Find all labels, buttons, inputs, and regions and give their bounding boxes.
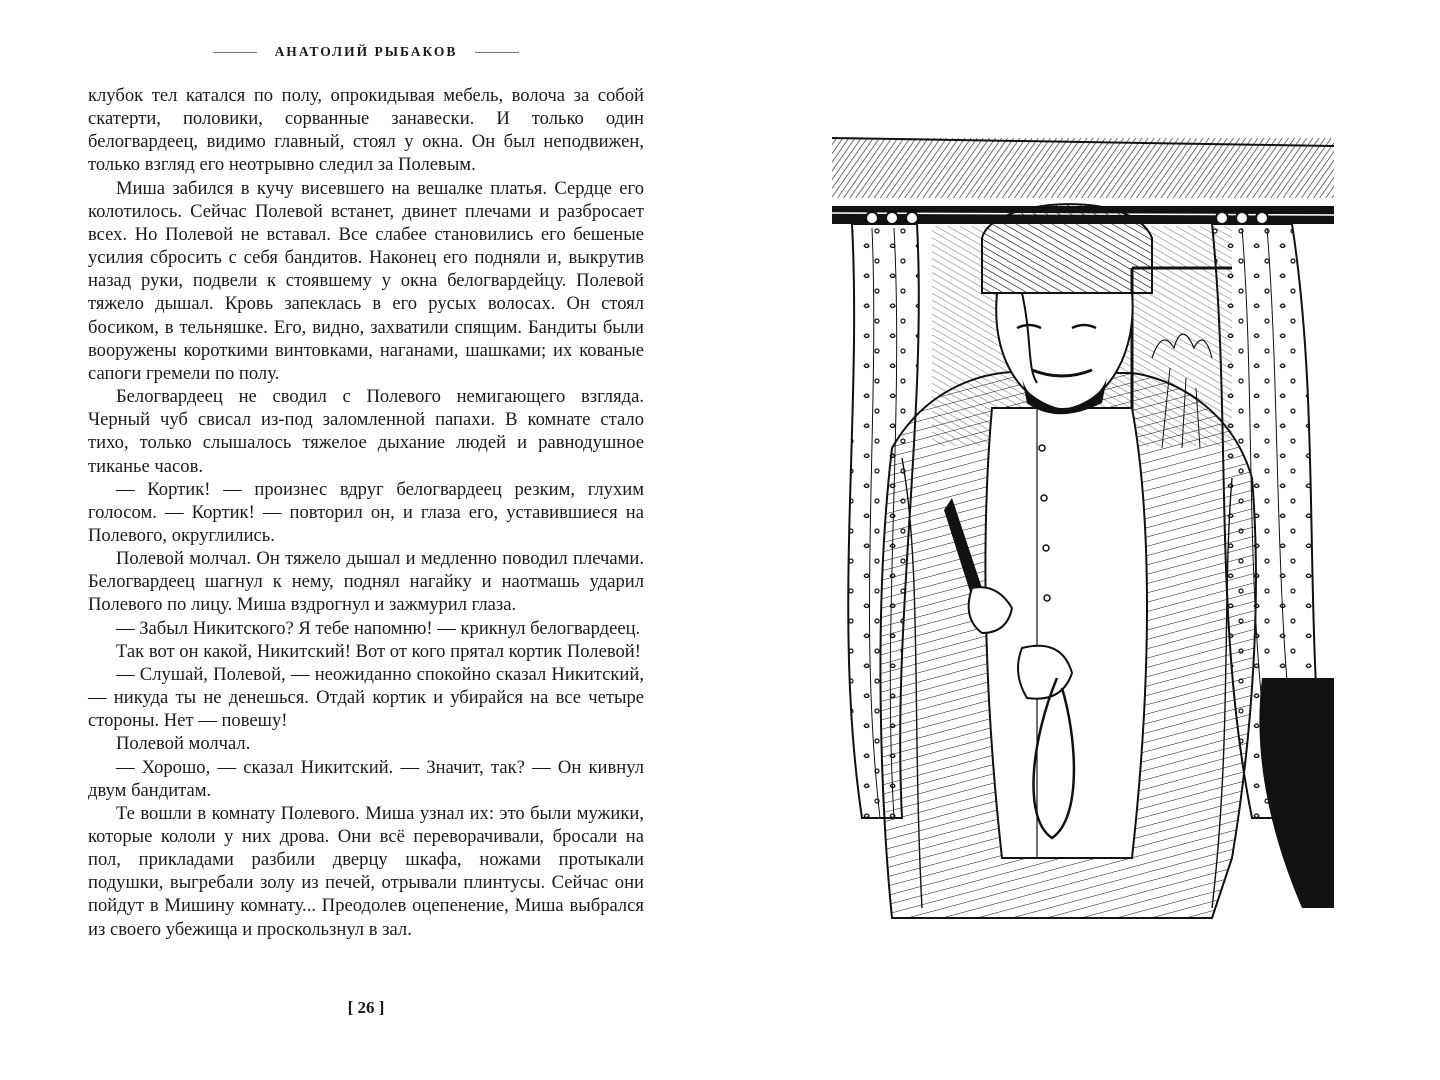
right-page [720,0,1440,1080]
paragraph: — Кортик! — произнес вдруг белогвардеец резким, глухим голосом. — Кортик! — повторил он, и глаза его, уставившиеся на Полевого, округлились. [88,478,644,546]
paragraph: Полевой молчал. [116,733,251,755]
author-name: АНАТОЛИЙ РЫБАКОВ [274,44,458,59]
paragraph: — Хорошо, — сказал Никитский. — Значит, так? — Он кивнул двум бандитам. [88,756,644,801]
header-rule-right [475,52,519,53]
figure-shirt [985,408,1147,858]
paragraph: Так вот он какой, Никитский! Вот от кого прятал кортик Полевой! [116,640,641,662]
header-rule-left [213,52,257,53]
ink-illustration [832,118,1334,928]
paragraph: — Слушай, Полевой, — неожиданно спокойно сказал Никитский, — никуда ты не денешься. Отдай кортик и убирайся на все четыре стороны. Нет — повешу! [88,663,644,732]
paragraph: Миша забился в кучу висевшего на вешалке платья. Сердце его колотилось. Сейчас Полевой встанет, двинет плечами и разбросает всех. Но Полевой не вставал. Все слабее становились его бешеные усилия сбросить с себя бандитов. Наконец его подняли и, выкрутив назад руки, подвели к стоявшему у окна белогвардейцу. Полевой тяжело дышал. Кровь запеклась в его русых волосах. Он стоял босиком, в тельняшке. Его, видно, захватили спящим. Бандиты были вооружены короткими винтовками, наганами, шашками; их кованые сапоги гремели по полу. [88,177,644,384]
paragraph: клубок тел катался по полу, опрокидывая мебель, волоча за собой скатерти, половики, сорванные занавески. И только один белогвардеец, видимо главный, стоял у окна. Он был неподвижен, только взгляд его неотрывно следил за Полевым. [88,85,644,176]
wall-hatching [832,138,1334,198]
body-text [88,84,644,941]
page-number: [ 26 ] [347,998,385,1017]
paragraph: Белогвардеец не сводил с Полевого немигающего взгляда. Черный чуб свисал из-под заломленной папахи. В комнате стало тихо, только слышалось тяжелое дыхание людей и равнодушное тиканье часов. [88,386,644,477]
paragraph: Полевой молчал. Он тяжело дышал и медленно поводил плечами. Белогвардеец шагнул к нему, поднял нагайку и наотмашь ударил Полевого по лицу. Миша вздрогнул и зажмурил глаза. [88,548,644,616]
paragraph: Те вошли в комнату Полевого. Миша узнал их: это были мужики, которые кололи у них дрова. Они всё переворачивали, бросали на пол, прикладами разбили дверцу шкафа, ножами протыкали подушки, выгребали золу из печей, отрывали плинтусы. Сейчас они пойдут в Мишину комнату... Преодолев оцепенение, Миша выбрался из своего убежища и проскользнул в зал. [88,802,644,940]
running-header [88,44,644,60]
paragraph: — Забыл Никитского? Я тебе напомню! — крикнул белогвардеец. [116,617,641,639]
